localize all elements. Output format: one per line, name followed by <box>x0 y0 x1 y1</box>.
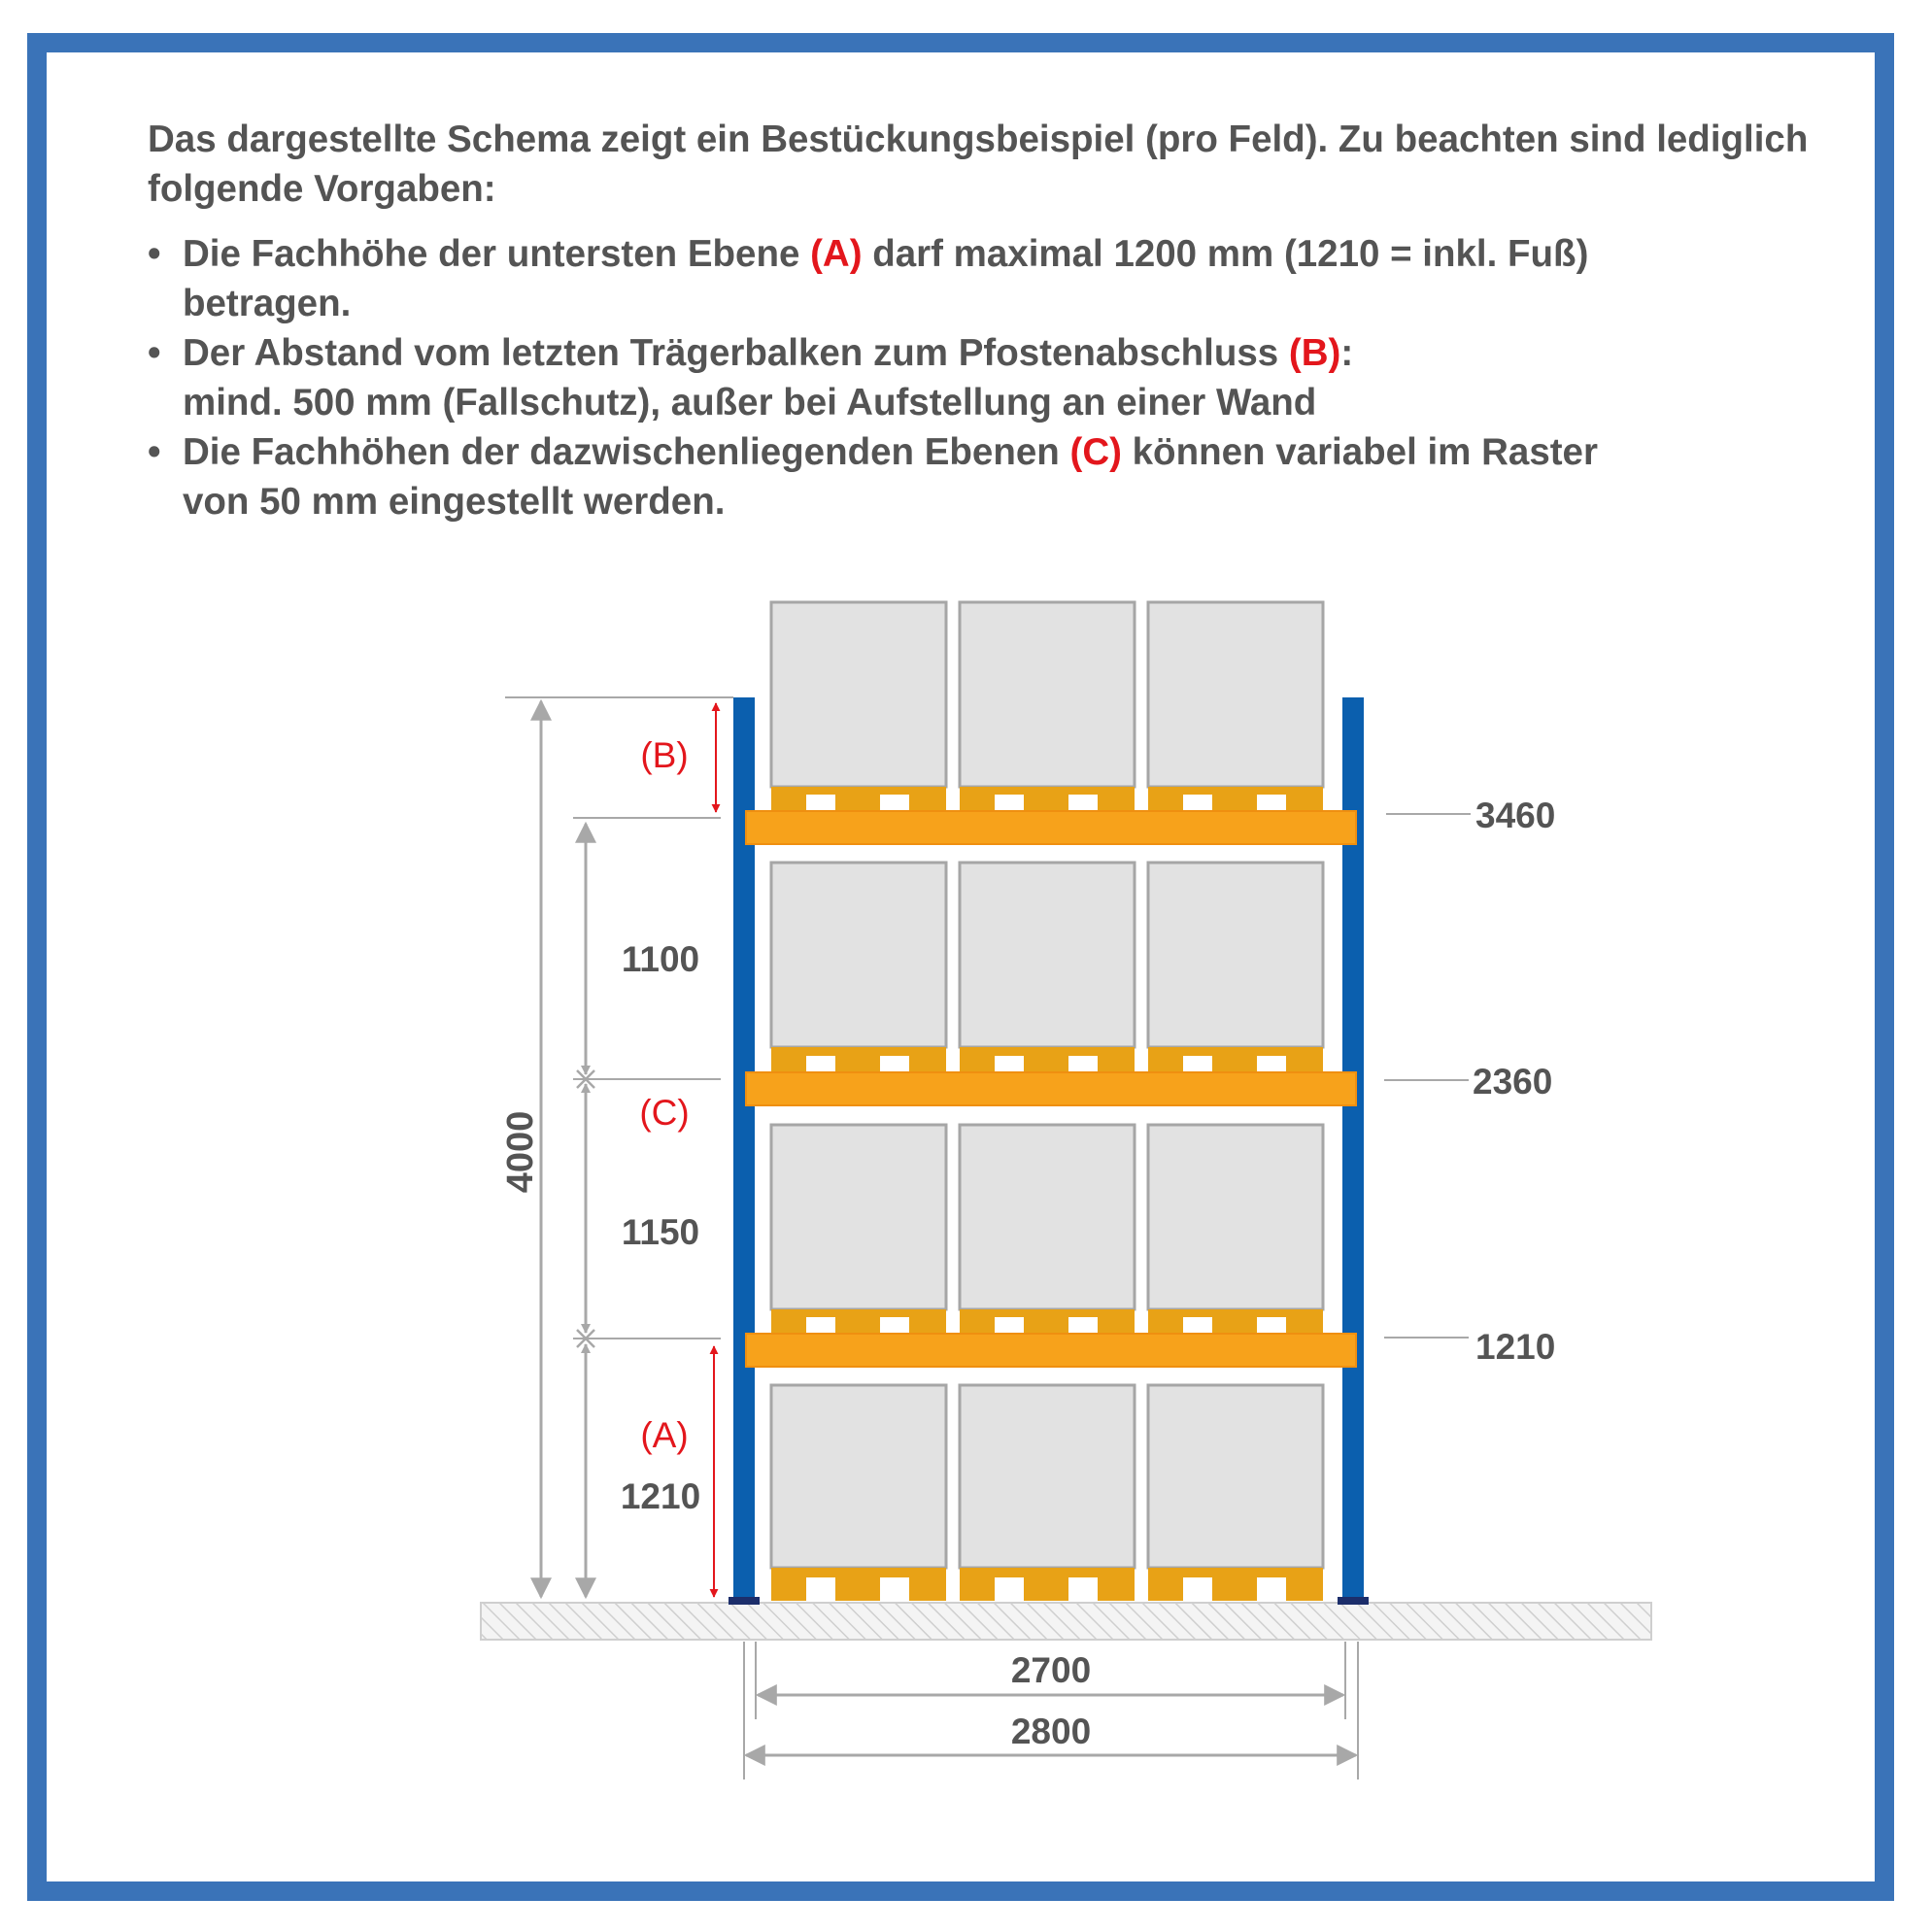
requirement-c: • Die Fachhöhen der dazwischenliegenden Ebenen (C) können variabel im Raster von 50 mm eingestellt werden. <box>148 427 1818 526</box>
pallet <box>771 1568 946 1601</box>
label-level-1: 1210 <box>620 1476 701 1516</box>
pallet <box>1148 1568 1323 1601</box>
load-unit <box>960 1385 1135 1568</box>
load-unit <box>960 863 1135 1047</box>
level-3-loads <box>771 863 1323 1047</box>
beam-level-2360 <box>746 1072 1356 1105</box>
load-unit <box>960 1125 1135 1309</box>
label-marker-b: (B) <box>640 735 689 775</box>
label-marker-c: (C) <box>639 1093 690 1133</box>
load-unit <box>771 863 946 1047</box>
marker-c: (C) <box>1069 431 1122 473</box>
label-beam-3460: 3460 <box>1475 796 1556 835</box>
foot-right <box>1338 1597 1369 1605</box>
label-width-outer: 2800 <box>1010 1712 1092 1751</box>
load-unit <box>771 602 946 787</box>
beam-level-3460 <box>746 811 1356 844</box>
label-level-2: 1150 <box>621 1212 700 1252</box>
load-unit <box>771 1125 946 1309</box>
load-unit <box>771 1385 946 1568</box>
load-unit <box>1148 1125 1323 1309</box>
label-total-height: 4000 <box>500 1110 541 1194</box>
foot-left <box>729 1597 760 1605</box>
label-marker-a: (A) <box>640 1415 689 1455</box>
requirement-b: • Der Abstand vom letzten Trägerbalken zum Pfostenabschluss (B): mind. 500 mm (Fallschutz), außer bei Aufstellung an einer Wand <box>148 328 1818 427</box>
floor <box>481 1603 1651 1640</box>
label-width-inner: 2700 <box>1010 1650 1092 1690</box>
load-unit <box>1148 1385 1323 1568</box>
label-beam-1210: 1210 <box>1475 1327 1556 1367</box>
requirement-a: • Die Fachhöhe der untersten Ebene (A) darf maximal 1200 mm (1210 = inkl. Fuß) betragen. <box>148 229 1818 328</box>
intro-text: Das dargestellte Schema zeigt ein Bestückungsbeispiel (pro Feld). Zu beachten sind lediglich folgende Vorgaben: <box>148 119 1809 210</box>
marker-b: (B) <box>1288 332 1341 374</box>
load-unit <box>1148 863 1323 1047</box>
marker-a: (A) <box>810 233 863 275</box>
load-unit <box>1148 602 1323 787</box>
level-1-loads <box>771 1385 1323 1568</box>
label-beam-2360: 2360 <box>1473 1062 1553 1102</box>
level-4-loads <box>771 602 1323 787</box>
level-2-loads <box>771 1125 1323 1309</box>
pallet <box>960 1568 1135 1601</box>
load-unit <box>960 602 1135 787</box>
level-1-pallets <box>771 1568 1323 1601</box>
label-level-3: 1100 <box>621 939 700 979</box>
beam-level-1210 <box>746 1334 1356 1367</box>
